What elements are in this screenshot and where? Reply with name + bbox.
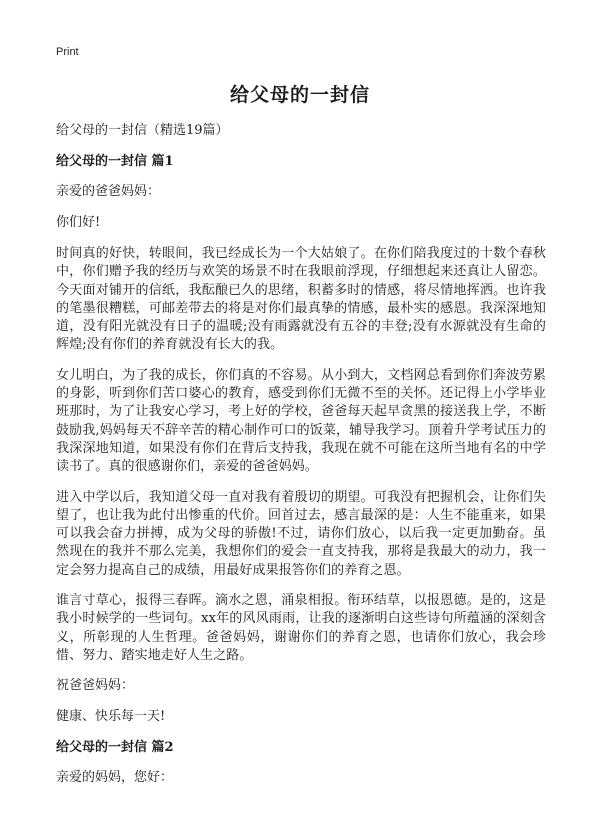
- letter-wish: 健康、快乐每一天!: [56, 709, 166, 725]
- print-label[interactable]: Print: [56, 46, 79, 58]
- section-heading-1: 给父母的一封信 篇1: [56, 154, 174, 169]
- letter-salutation: 亲爱的妈妈，您好：: [56, 770, 174, 786]
- letter-paragraph: 谁言寸草心，报得三春晖。滴水之恩，涌泉相报。衔环结草，以报恩德。是的，这是我小时候学的一些词句。xx年的风风雨雨，让我的逐渐明白这些诗句所蕴涵的深刻含义，所彰现的人生哲理。爸爸妈妈，谢谢你们的养育之恩，也请你们放心，我会珍惜、努力、踏实地走好人生之路。: [56, 593, 546, 663]
- letter-closing: 祝爸爸妈妈：: [56, 678, 135, 694]
- letter-salutation: 亲爱的爸爸妈妈：: [56, 184, 161, 199]
- document-subtitle: 给父母的一封信（精选19篇）: [56, 123, 229, 138]
- letter-paragraph: 时间真的好快，转眼间，我已经成长为一个大姑娘了。在你们陪我度过的十数个春秋中，你们赠予我的经历与欢笑的场景不时在我眼前浮现，仔细想起来还真让人留恋。今天面对铺开的信纸，我酝酿已久的思绪，积蓄多时的情感，将尽情地挥洒。也许我的笔墨很糟糕，可邮差带去的将是对你们最真挚的情感，最朴实的感恩。我深深地知道，没有阳光就没有日子的温暖;没有雨露就没有五谷的丰登;没有水源就没有生命的辉煌;没有你们的养育就没有长大的我。: [56, 246, 546, 353]
- page-title: 给父母的一封信: [229, 84, 370, 106]
- letter-opening: 你们好!: [56, 215, 101, 230]
- letter-paragraph: 进入中学以后，我知道父母一直对我有着殷切的期望。可我没有把握机会，让你们失望了，也让我为此付出惨重的代价。回首过去，感言最深的是：人生不能重来，如果可以我会奋力拼搏，成为父母的骄傲!不过，请你们放心，以后我一定更加勤奋。虽然现在的我并不那么完美，我想你们的爱会一直支持我，那将是我最大的动力，我一定会努力提高自己的成绩，用最好成果报答你们的养育之恩。: [56, 489, 546, 578]
- document-body: [56, 122, 546, 800]
- letter-paragraph: 女儿明白，为了我的成长，你们真的不容易。从小到大，文档网总看到你们奔波劳累的身影，听到你们苦口婆心的教育，感受到你们无微不至的关怀。还记得上小学毕业班那时，为了让我安心学习，考上好的学校，爸爸每天起早贪黑的接送我上学，不断鼓励我,妈妈每天不辞辛苦的精心制作可口的饭菜，辅导我学习。顶着升学考试压力的我深深地知道，如果没有你们在背后支持我，我现在就不可能在这所当地有名的中学读书了。真的很感谢你们，亲爱的爸爸妈妈。: [56, 367, 546, 475]
- section-heading-2: 给父母的一封信 篇2: [56, 740, 174, 756]
